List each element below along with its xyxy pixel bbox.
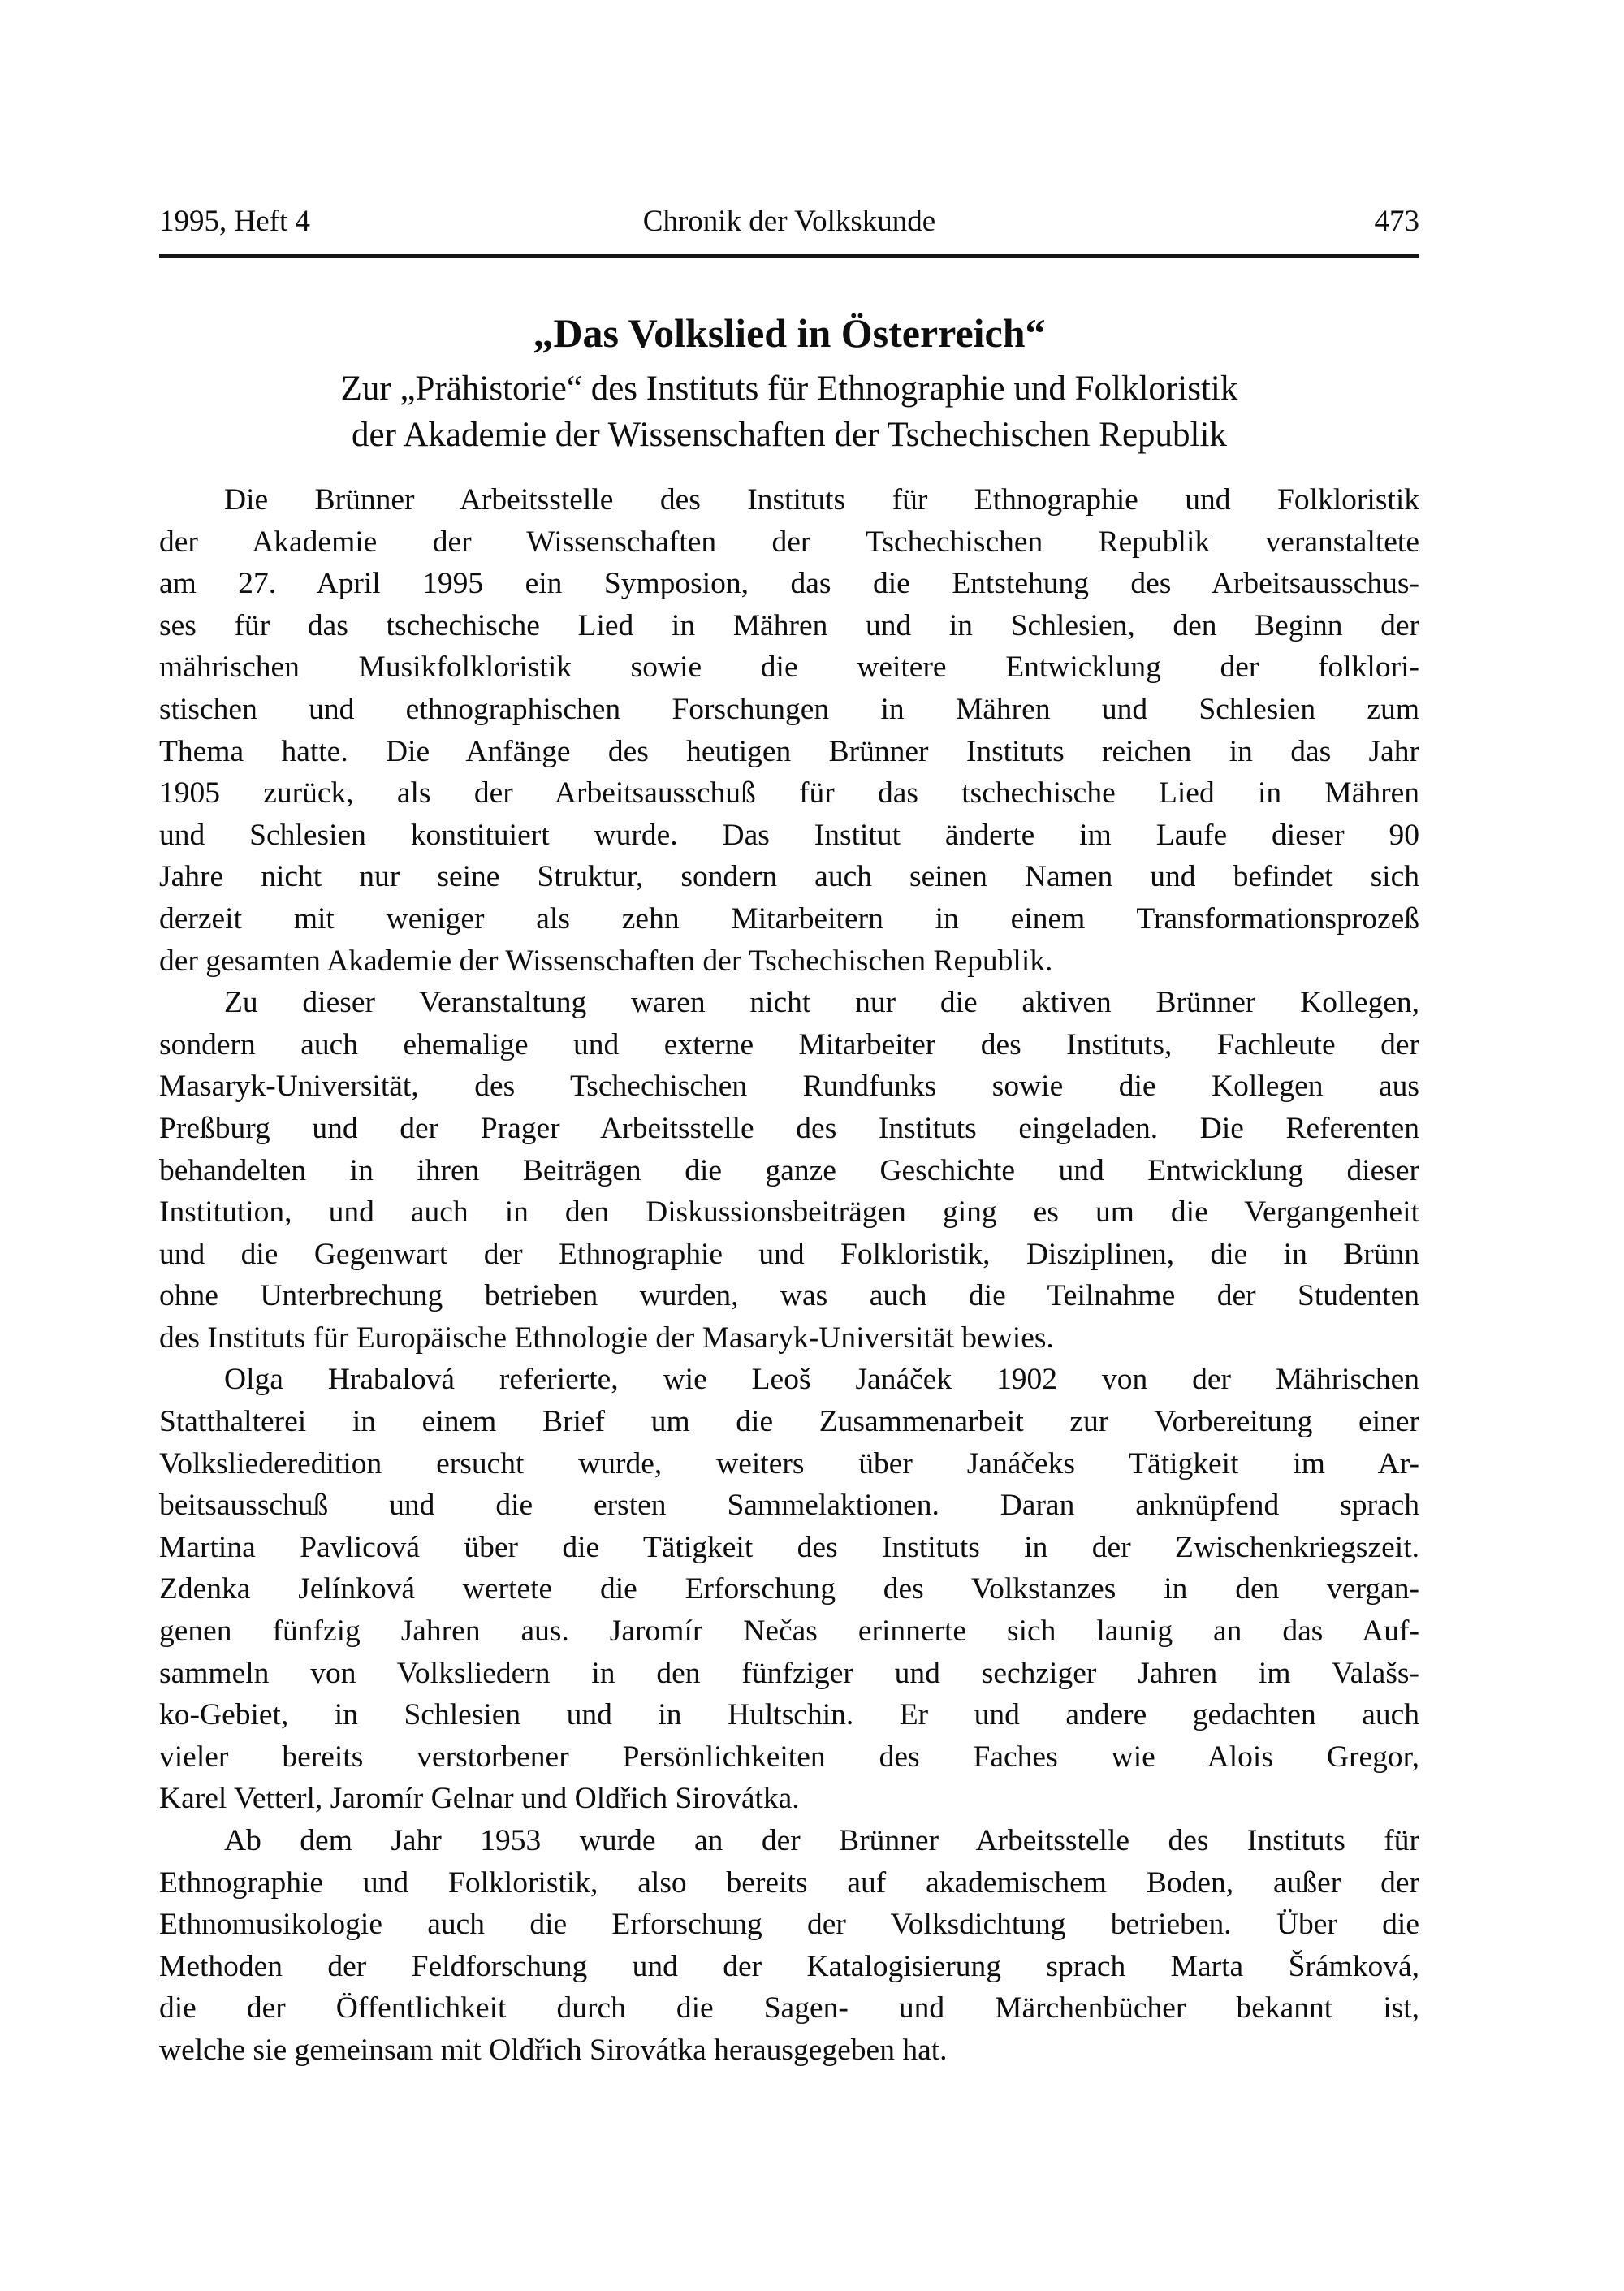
- paragraph: [159, 479, 1419, 982]
- body-line: sammeln von Volksliedern in den fünfziger und sechziger Jahren im Valašs-: [159, 1656, 1419, 1690]
- subtitle-line: Zur „Prähistorie“ des Instituts für Ethnographie und Folkloristik: [340, 370, 1238, 408]
- body-line: welche sie gemeinsam mit Oldřich Sirovátka herausgegeben hat.: [159, 2033, 948, 2067]
- body-line: ko-Gebiet, in Schlesien und in Hultschin. Er und andere gedachten auch: [159, 1698, 1419, 1732]
- body-line: Ethnographie und Folkloristik, also bereits auf akademischem Boden, außer der: [159, 1865, 1419, 1900]
- article-title: „Das Volkslied in Österreich“: [533, 310, 1046, 356]
- body-line: vieler bereits verstorbener Persönlichkeiten des Faches wie Alois Gregor,: [159, 1740, 1419, 1774]
- body-line: der gesamten Akademie der Wissenschaften der Tschechischen Republik.: [159, 944, 1053, 978]
- body-line: Institution, und auch in den Diskussionsbeiträgen ging es um die Vergangenheit: [159, 1195, 1419, 1230]
- body-line: behandelten in ihren Beiträgen die ganze Geschichte und Entwicklung dieser: [159, 1153, 1419, 1187]
- body-line: Die Brünner Arbeitsstelle des Instituts für Ethnographie und Folkloristik: [224, 483, 1419, 517]
- body-line: mährischen Musikfolkloristik sowie die weitere Entwicklung der folklori-: [159, 651, 1419, 685]
- body-line: Volksliederedition ersucht wurde, weiters über Janáčeks Tätigkeit im Ar-: [159, 1446, 1419, 1481]
- body-line: Jahre nicht nur seine Struktur, sondern auch seinen Namen und befindet sich: [159, 860, 1419, 894]
- body-line: ses für das tschechische Lied in Mähren und in Schlesien, den Beginn der: [159, 608, 1419, 642]
- page-header: [159, 0, 1419, 240]
- body-line: und die Gegenwart der Ethnographie und Folkloristik, Disziplinen, die in Brünn: [159, 1237, 1419, 1271]
- body-line: Ethnomusikologie auch die Erforschung der Volksdichtung betrieben. Über die: [159, 1908, 1419, 1942]
- body-line: Masaryk-Universität, des Tschechischen Rundfunks sowie die Kollegen aus: [159, 1070, 1419, 1104]
- body-line: Karel Vetterl, Jaromír Gelnar und Oldřich Sirovátka.: [159, 1782, 800, 1816]
- body-line: beitsausschuß und die ersten Sammelaktionen. Daran anknüpfend sprach: [159, 1489, 1419, 1523]
- body-line: sondern auch ehemalige und externe Mitarbeiter des Instituts, Fachleute der: [159, 1027, 1419, 1061]
- body-line: am 27. April 1995 ein Symposion, das die Entstehung des Arbeitsausschus-: [159, 567, 1419, 601]
- body-line: Zdenka Jelínková wertete die Erforschung des Volkstanzes in den vergan-: [159, 1572, 1419, 1606]
- paragraph: [159, 1820, 1419, 2072]
- article-subtitle: [159, 365, 1419, 458]
- body-line: 1905 zurück, als der Arbeitsausschuß für das tschechische Lied in Mähren: [159, 776, 1419, 810]
- body-line: die der Öffentlichkeit durch die Sagen- und Märchenbücher bekannt ist,: [159, 1991, 1419, 2025]
- body-line: Ab dem Jahr 1953 wurde an der Brünner Arbeitsstelle des Instituts für: [224, 1824, 1419, 1857]
- body-line: Olga Hrabalová referierte, wie Leoš Janáček 1902 von der Mährischen: [224, 1363, 1419, 1397]
- page-number: 473: [1374, 205, 1419, 238]
- body-line: der Akademie der Wissenschaften der Tschechischen Republik veranstaltete: [159, 525, 1419, 559]
- body-line: Martina Pavlicová über die Tätigkeit des Instituts in der Zwischenkriegszeit.: [159, 1530, 1419, 1564]
- article-body: [159, 479, 1419, 2072]
- body-line: Methoden der Feldforschung und der Katalogisierung sprach Marta Šrámková,: [159, 1949, 1419, 1983]
- body-line: des Instituts für Europäische Ethnologie der Masaryk-Universität bewies.: [159, 1321, 1054, 1355]
- body-line: Statthalterei in einem Brief um die Zusammenarbeit zur Vorbereitung einer: [159, 1405, 1419, 1439]
- issue-label: 1995, Heft 4: [159, 205, 310, 238]
- running-title: Chronik der Volkskunde: [642, 205, 936, 238]
- body-line: derzeit mit weniger als zehn Mitarbeitern in einem Transformationsprozeß: [159, 901, 1419, 936]
- paragraph: [159, 982, 1419, 1359]
- body-line: Thema hatte. Die Anfänge des heutigen Brünner Instituts reichen in das Jahr: [159, 734, 1419, 768]
- body-line: Zu dieser Veranstaltung waren nicht nur die aktiven Brünner Kollegen,: [224, 986, 1419, 1020]
- header-rule: [159, 254, 1419, 258]
- body-line: stischen und ethnographischen Forschungen in Mähren und Schlesien zum: [159, 692, 1419, 726]
- body-line: genen fünfzig Jahren aus. Jaromír Nečas erinnerte sich launig an das Auf-: [159, 1615, 1419, 1649]
- body-line: und Schlesien konstituiert wurde. Das Institut änderte im Laufe dieser 90: [159, 818, 1419, 852]
- subtitle-line: der Akademie der Wissenschaften der Tschechischen Republik: [352, 416, 1227, 454]
- paragraph: [159, 1359, 1419, 1820]
- body-line: ohne Unterbrechung betrieben wurden, was auch die Teilnahme der Studenten: [159, 1279, 1419, 1313]
- text-column: [159, 0, 1419, 2072]
- body-line: Preßburg und der Prager Arbeitsstelle des Instituts eingeladen. Die Referenten: [159, 1111, 1419, 1145]
